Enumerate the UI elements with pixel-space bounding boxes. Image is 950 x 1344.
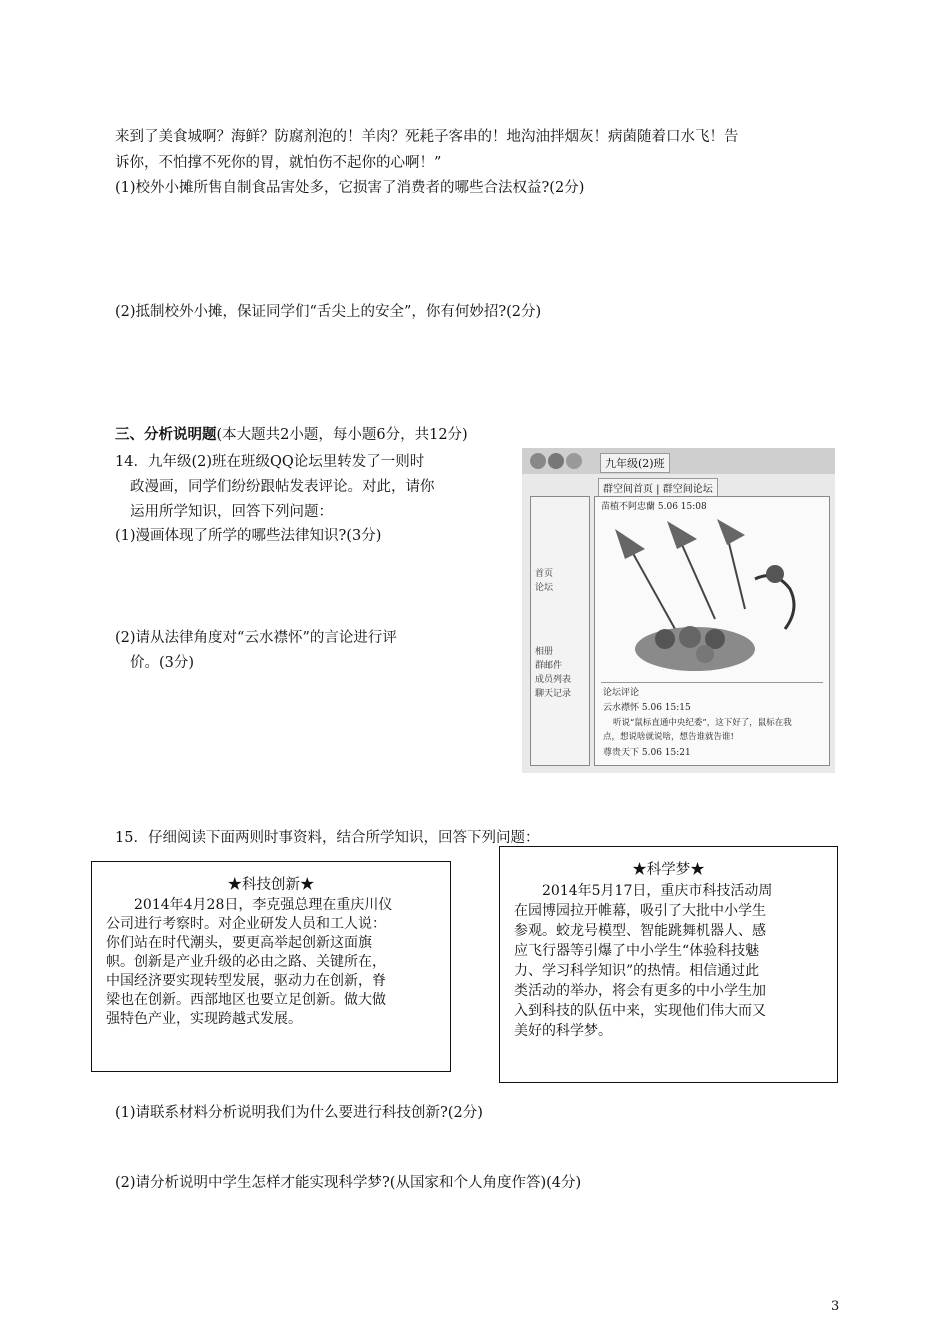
post-author: 苗植不阿忠蘭 <box>601 502 656 512</box>
reply-meta <box>603 702 691 715</box>
reply-text: 听说“鼠标直通中央纪委”，这下好了，鼠标在我 <box>613 718 792 728</box>
post-meta <box>601 501 707 514</box>
forum-sidebar <box>530 496 590 766</box>
box-line: 力、学习科学知识”的热情。相信通过此 <box>514 963 760 979</box>
material-box-science-dream <box>499 846 838 1083</box>
box-line: 中国经济要实现转型发展，驱动力在创新，脊 <box>106 973 386 989</box>
box-line: 应飞行器等引爆了中小学生“体验科技魅 <box>514 943 760 959</box>
box-line: 2014年5月17日，重庆市科技活动周 <box>542 883 773 899</box>
question-13-1: (1)校外小摊所售自制食品害处多，它损害了消费者的哪些合法权益?(2分) <box>115 180 585 196</box>
box-line: 公司进行考察时。对企业研发人员和工人说： <box>106 916 386 932</box>
forum-cartoon-image <box>522 448 835 773</box>
sidebar-item: 首页 <box>535 569 554 579</box>
question-13-2: (2)抵制校外小摊，保证同学们“舌尖上的安全”，你有何妙招?(2分) <box>115 304 542 320</box>
box-line: 2014年4月28日，李克强总理在重庆川仪 <box>134 897 393 913</box>
reply-time: 5.06 15:15 <box>641 703 691 713</box>
forum-title: 九年级(2)班 <box>600 453 670 473</box>
box-line: 你们站在时代潮头，要更高举起创新这面旗 <box>106 935 372 951</box>
material-box-tech-innovation <box>91 861 451 1072</box>
divider <box>601 682 823 683</box>
question-14-2: (2)请从法律角度对“云水襟怀”的言论进行评 <box>115 630 397 646</box>
box-title: ★科技创新★ <box>227 877 315 893</box>
box-line: 在园博园拉开帷幕，吸引了大批中小学生 <box>514 903 766 919</box>
forum-header-bar <box>522 448 835 474</box>
paragraph-line: 诉你，不怕撑不死你的胃，就怕伤不起你的心啊！” <box>115 155 442 171</box>
cartoon-drawing <box>605 519 819 677</box>
sidebar-item: 成员列表 <box>535 675 572 685</box>
forum-tabs: 群空间首页 | 群空间论坛 <box>598 478 718 497</box>
reply-meta <box>603 747 691 760</box>
box-line: 参观。蛟龙号模型、智能跳舞机器人、感 <box>514 923 766 939</box>
box-line: 帜。创新是产业升级的必由之路、关键所在， <box>106 954 386 970</box>
forum-main-panel <box>594 496 830 766</box>
post-time: 5.06 15:08 <box>657 502 707 512</box>
reply-author: 尊贵天下 <box>603 748 640 758</box>
question-14-2-cont: 价。(3分) <box>130 655 195 671</box>
reply-header: 论坛评论 <box>603 688 640 698</box>
sidebar-item: 论坛 <box>535 583 554 593</box>
reply-text: 点，想说啥就说啥，想告谁就告谁! <box>603 732 734 742</box>
box-body <box>500 881 837 1041</box>
question-15-1: (1)请联系材料分析说明我们为什么要进行科技创新?(2分) <box>115 1105 483 1121</box>
question-14-1: (1)漫画体现了所学的哪些法律知识?(3分) <box>115 528 382 544</box>
box-title: ★科学梦★ <box>632 862 705 878</box>
box-line: 梁也在创新。西部地区也要立足创新。做大做 <box>106 992 386 1008</box>
paragraph-line: 来到了美食城啊？海鲜？防腐剂泡的！羊肉？死耗子客串的！地沟油拌烟灰！病菌随着口水飞！告 <box>115 129 739 145</box>
avatar-icons <box>522 448 592 474</box>
question-15-2: (2)请分析说明中学生怎样才能实现科学梦?(从国家和个人角度作答)(4分) <box>115 1175 582 1191</box>
box-line: 美好的科学梦。 <box>514 1023 612 1039</box>
question-14-line: 运用所学知识，回答下列问题： <box>130 504 333 520</box>
section-heading <box>115 425 468 445</box>
question-14-line: 14．九年级(2)班在班级QQ论坛里转发了一则时 <box>115 454 425 470</box>
sidebar-item: 聊天记录 <box>535 689 572 699</box>
reply-author: 云水襟怀 <box>603 703 640 713</box>
reply-time: 5.06 15:21 <box>641 748 691 758</box>
section-title: 三、分析说明题 <box>115 426 217 443</box>
sidebar-item: 群邮件 <box>535 661 563 671</box>
box-line: 入到科技的队伍中来，实现他们伟大而又 <box>514 1003 766 1019</box>
sidebar-item: 相册 <box>535 647 554 657</box>
question-14-line: 政漫画，同学们纷纷跟帖发表评论。对此，请你 <box>130 479 435 495</box>
page-number: 3 <box>831 1299 840 1314</box>
section-note: (本大题共2小题，每小题6分，共12分) <box>216 427 468 443</box>
box-line: 类活动的举办，将会有更多的中小学生加 <box>514 983 766 999</box>
box-line: 强特色产业，实现跨越式发展。 <box>106 1011 302 1027</box>
question-15-intro: 15．仔细阅读下面两则时事资料，结合所学知识，回答下列问题： <box>115 830 540 846</box>
box-body <box>92 896 450 1029</box>
